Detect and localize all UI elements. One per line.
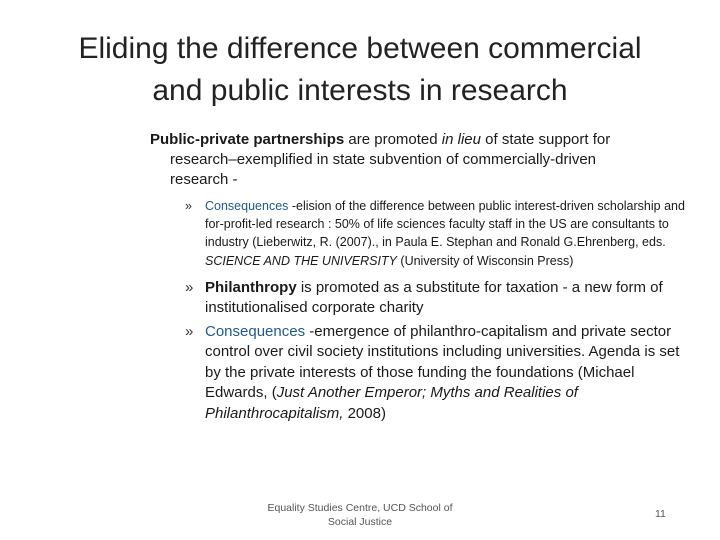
bullet-3-text: -emergence of philanthro-capitalism and private sector control over civil society institutions including universities. Agenda is set by the private interests of those funding the foundations (Michael Edwards, (	[205, 322, 680, 402]
bullet-3-label: Consequences	[205, 322, 306, 340]
bullet-marker: »	[185, 322, 194, 340]
bullet-list	[185, 197, 690, 424]
main-italic-1: in lieu	[441, 131, 481, 148]
bullet-consequences-1	[185, 197, 690, 270]
bullet-2-text: is promoted as a substitute for taxation - a new form of institutionalised corporate charity	[205, 278, 663, 317]
bullet-consequences-2	[185, 322, 690, 425]
bullet-1-text-end: (University of Wisconsin Press)	[396, 253, 574, 268]
main-line-2: research–exemplified in state subvention of commercially-driven	[170, 151, 597, 168]
main-line-3: research -	[170, 171, 238, 188]
main-text-2: of state support for	[480, 131, 611, 148]
main-lead: Public-private partnerships	[150, 131, 345, 148]
bullet-3-text-end: 2008)	[343, 404, 386, 422]
bullet-marker: »	[185, 199, 192, 213]
title-line-1: Eliding the difference between commercial	[78, 32, 642, 65]
bullet-1-text: -elision of the difference between public interest-driven scholarship and for-profit-led research : 50% of life sciences faculty staff in the US are consultants to industry (Lieberwitz, R. (2007)., in Paula E. Stephan and Ronald G.Ehrenberg, eds.	[205, 199, 685, 250]
title-line-2: and public interests in research	[152, 74, 568, 107]
bullet-marker: »	[185, 278, 194, 296]
footer	[255, 501, 465, 529]
slide-title	[30, 28, 690, 112]
bullet-1-label: Consequences	[205, 199, 289, 213]
footer-line-2: Social Justice	[327, 516, 393, 528]
bullet-2-label: Philanthropy	[205, 278, 297, 296]
footer-line-1: Equality Studies Centre, UCD School of	[267, 502, 453, 514]
bullet-philanthropy	[185, 278, 690, 319]
main-paragraph	[150, 130, 675, 190]
main-text-1: are promoted	[344, 131, 442, 148]
bullet-3-italic: Just Another Emperor; Myths and Realities of Philanthrocapitalism,	[205, 384, 578, 422]
page-number: 11	[655, 508, 666, 520]
bullet-1-italic: SCIENCE AND THE UNIVERSITY	[205, 253, 397, 268]
